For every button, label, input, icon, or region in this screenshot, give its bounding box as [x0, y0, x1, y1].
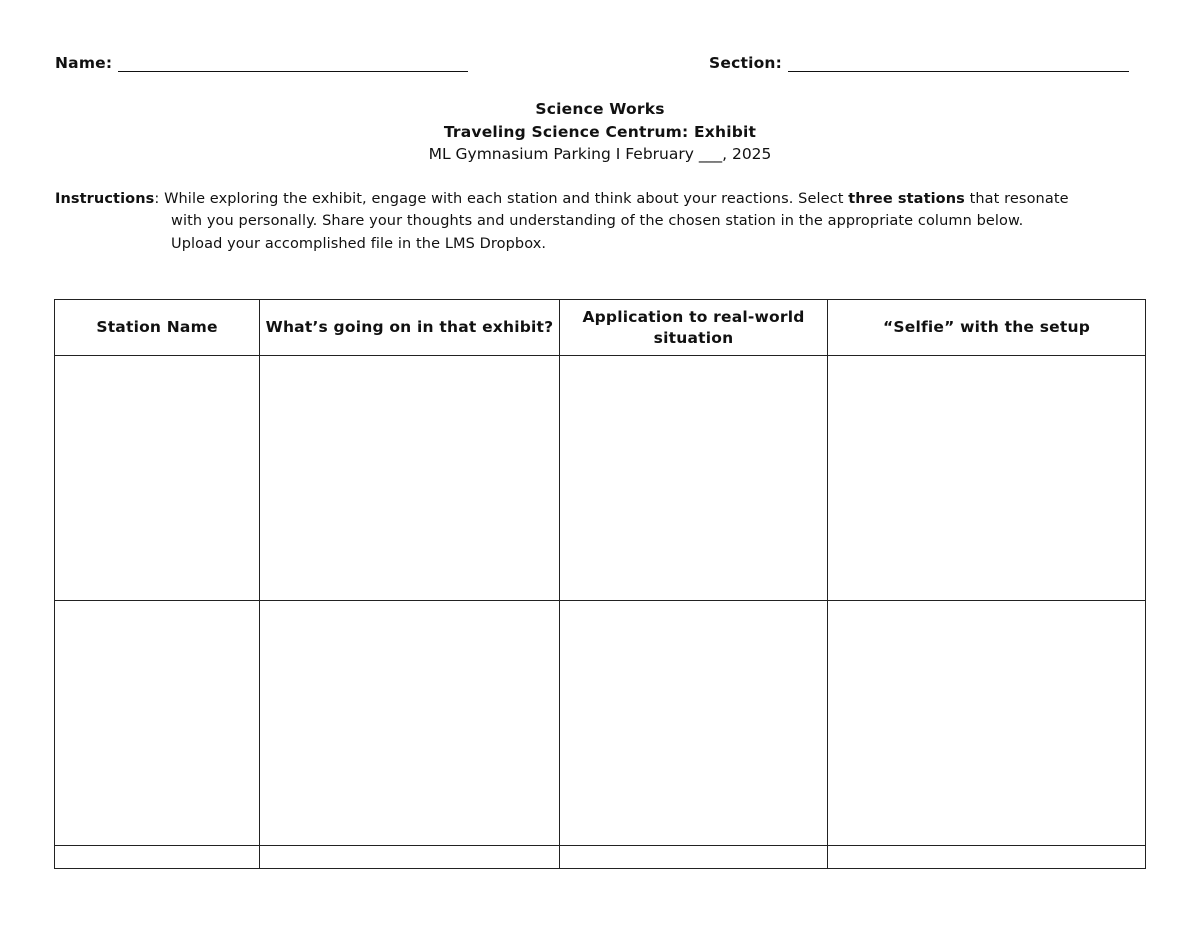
document-subtitle: Traveling Science Centrum: Exhibit: [443, 122, 757, 141]
instructions-text-2: that resonate: [964, 191, 1069, 207]
cell-station-name[interactable]: [55, 846, 260, 869]
instructions-bold-phrase: three stations: [848, 191, 965, 207]
cell-selfie[interactable]: [828, 356, 1146, 601]
cell-application[interactable]: [560, 846, 828, 869]
cell-whats-going-on[interactable]: [260, 846, 560, 869]
cell-station-name[interactable]: [55, 601, 260, 846]
document-location-date: ML Gymnasium Parking I February ___, 2025: [428, 145, 772, 163]
instructions: [55, 188, 1155, 255]
header-application: Application to real-world situation: [560, 300, 828, 356]
table-header-row: [55, 300, 1146, 356]
response-table: [54, 299, 1146, 869]
document-title: Science Works: [535, 100, 665, 118]
section-field: [709, 53, 1129, 72]
cell-station-name[interactable]: [55, 356, 260, 601]
header-station-name: Station Name: [55, 300, 260, 356]
section-input-line[interactable]: [788, 53, 1129, 72]
instructions-label: Instructions: [55, 191, 155, 207]
cell-whats-going-on[interactable]: [260, 356, 560, 601]
instructions-text-1: While exploring the exhibit, engage with each station and think about your reactions. Select: [159, 191, 849, 207]
instructions-colon: :: [154, 191, 160, 207]
section-label: Section:: [709, 54, 783, 72]
cell-application[interactable]: [560, 356, 828, 601]
cell-whats-going-on[interactable]: [260, 601, 560, 846]
cell-selfie[interactable]: [828, 601, 1146, 846]
header-whats-going-on: What’s going on in that exhibit?: [260, 300, 560, 356]
name-label: Name:: [55, 54, 113, 72]
table-row: [55, 356, 1146, 601]
instructions-line-2: with you personally. Share your thoughts and understanding of the chosen station in the appropriate column below.: [171, 213, 1024, 230]
cell-selfie[interactable]: [828, 846, 1146, 869]
header-selfie: “Selfie” with the setup: [828, 300, 1146, 356]
name-field: [55, 53, 468, 72]
name-input-line[interactable]: [118, 53, 468, 72]
table-row: [55, 601, 1146, 846]
table-row: [55, 846, 1146, 869]
title-block: [0, 98, 1200, 166]
instructions-line-1: [55, 188, 1155, 210]
cell-application[interactable]: [560, 601, 828, 846]
instructions-line-3: Upload your accomplished file in the LMS Dropbox.: [171, 235, 547, 252]
